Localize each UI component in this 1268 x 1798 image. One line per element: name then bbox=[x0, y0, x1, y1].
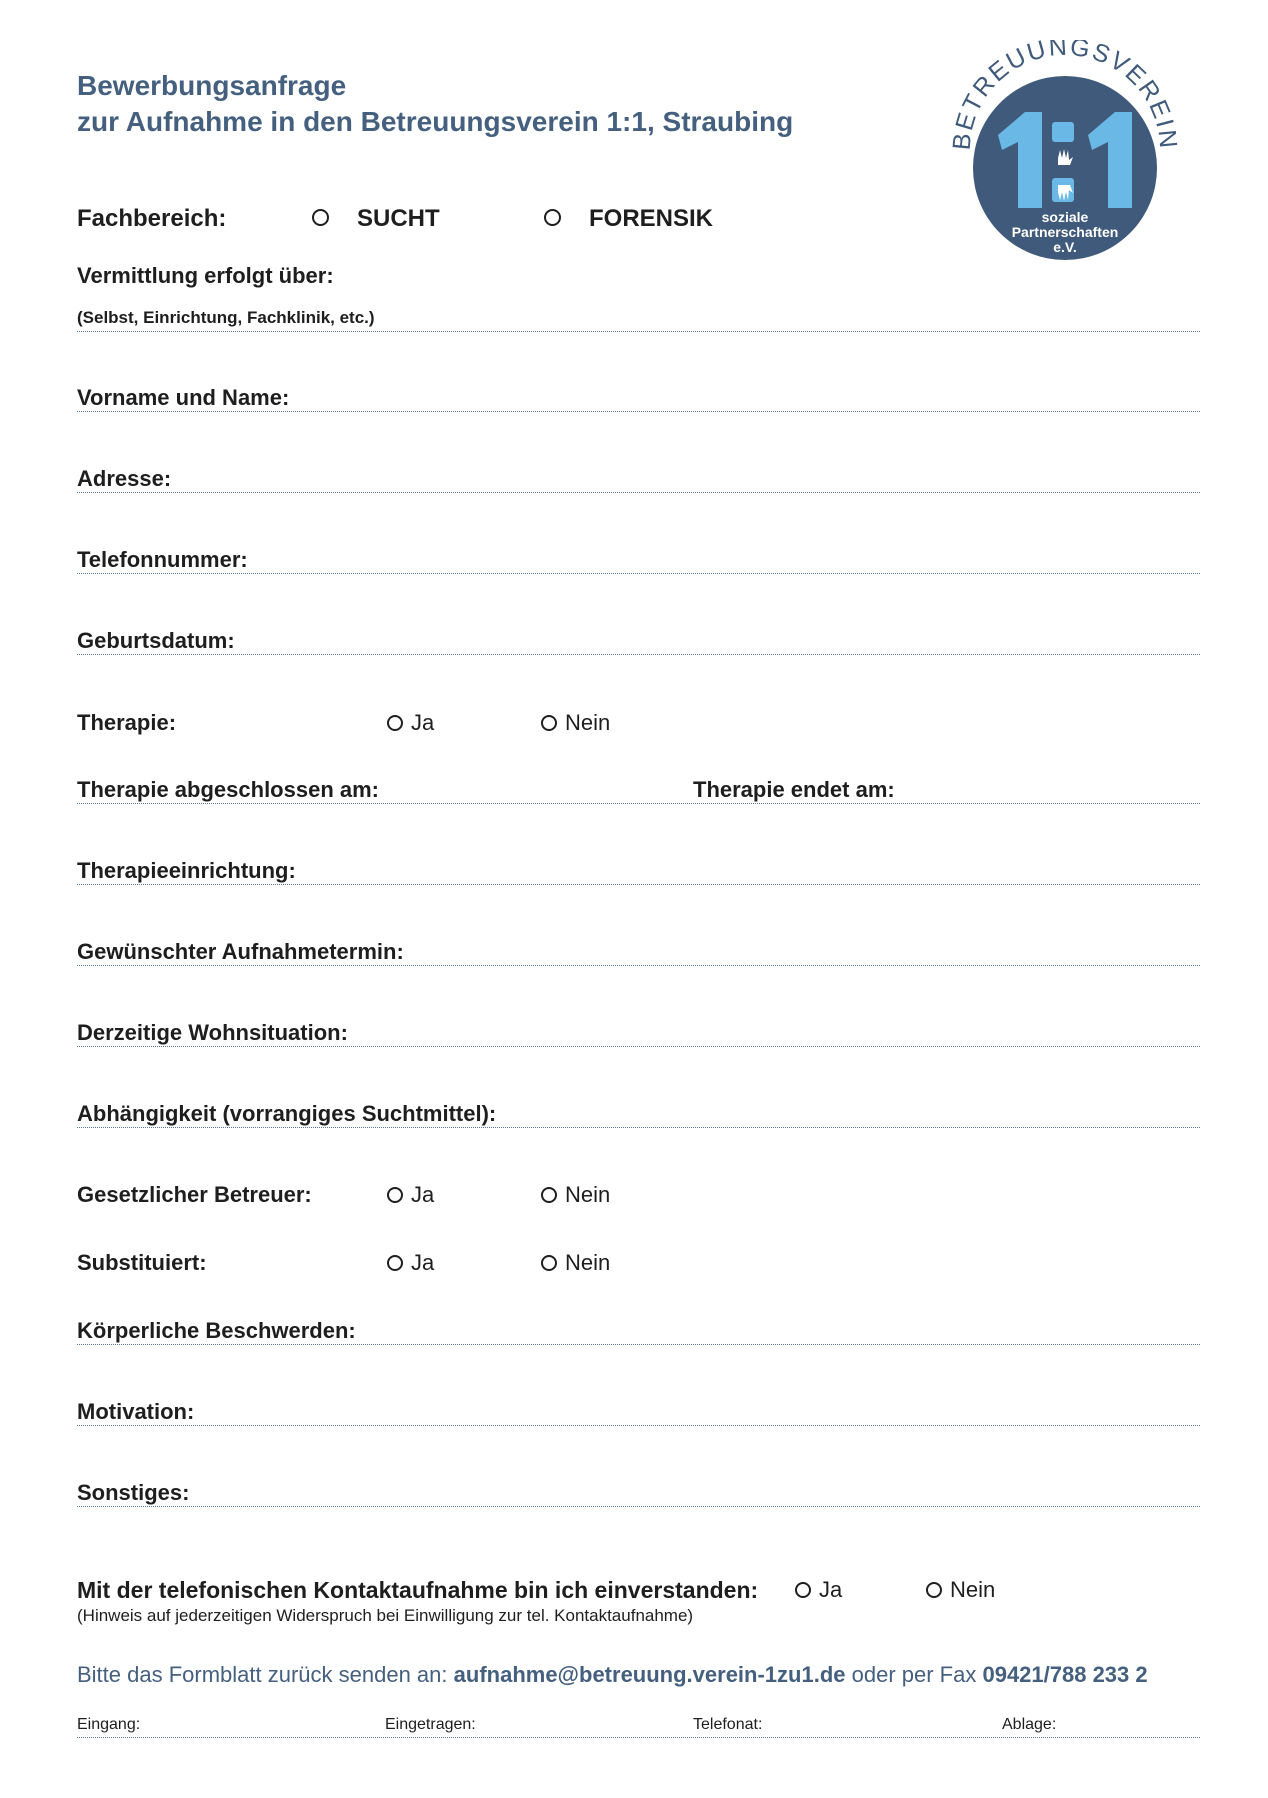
substituiert-nein-option[interactable]: Nein bbox=[541, 1250, 610, 1276]
geburtsdatum-field[interactable] bbox=[77, 654, 1200, 655]
adresse-field[interactable] bbox=[77, 492, 1200, 493]
forensik-label: FORENSIK bbox=[589, 205, 714, 232]
wohnsituation-field[interactable] bbox=[77, 1046, 1200, 1047]
aufnahmetermin-field[interactable] bbox=[77, 965, 1200, 966]
radio-icon[interactable] bbox=[387, 1187, 403, 1203]
radio-icon[interactable] bbox=[541, 1255, 557, 1271]
sucht-radio[interactable] bbox=[312, 209, 329, 226]
sonstiges-label: Sonstiges: bbox=[77, 1480, 190, 1505]
office-field[interactable] bbox=[77, 1737, 1200, 1738]
aufnahmetermin-label: Gewünschter Aufnahmetermin: bbox=[77, 939, 404, 964]
consent-nein-option[interactable]: Nein bbox=[926, 1577, 995, 1603]
logo bbox=[940, 40, 1185, 265]
svg-text:soziale: soziale bbox=[1041, 209, 1089, 225]
substituiert-label: Substituiert: bbox=[77, 1250, 207, 1275]
consent-ja-option[interactable]: Ja bbox=[795, 1577, 842, 1603]
radio-icon[interactable] bbox=[541, 1187, 557, 1203]
therapie-label: Therapie: bbox=[77, 710, 177, 735]
therapie-dates-field[interactable] bbox=[77, 803, 1200, 804]
radio-icon[interactable] bbox=[387, 1255, 403, 1271]
beschwerden-field[interactable] bbox=[77, 1344, 1200, 1345]
return-email[interactable]: aufnahme@betreuung.verein-1zu1.de bbox=[453, 1662, 846, 1687]
fachbereich-label: Fachbereich: bbox=[77, 205, 227, 232]
eingetragen-label: Eingetragen: bbox=[385, 1716, 476, 1733]
eingang-label: Eingang: bbox=[77, 1716, 141, 1733]
ablage-label: Ablage: bbox=[1002, 1716, 1057, 1733]
return-fax: 09421/788 233 2 bbox=[982, 1662, 1148, 1687]
consent-hint: (Hinweis auf jederzeitigen Widerspruch bei Einwilligung zur tel. Kontaktaufnahme) bbox=[77, 1606, 694, 1625]
therapie-abgeschlossen-label: Therapie abgeschlossen am: bbox=[77, 777, 379, 802]
telefon-label: Telefonnummer: bbox=[77, 547, 248, 572]
radio-icon[interactable] bbox=[541, 715, 557, 731]
betreuer-ja-option[interactable]: Ja bbox=[387, 1182, 434, 1208]
betreuer-label: Gesetzlicher Betreuer: bbox=[77, 1182, 312, 1207]
radio-icon[interactable] bbox=[795, 1582, 811, 1598]
consent-label: Mit der telefonischen Kontaktaufnahme bin ich einverstanden: bbox=[77, 1577, 759, 1603]
name-field[interactable] bbox=[77, 411, 1200, 412]
vermittlung-hint: (Selbst, Einrichtung, Fachklinik, etc.) bbox=[77, 308, 375, 327]
forensik-radio[interactable] bbox=[544, 209, 561, 226]
therapieeinrichtung-label: Therapieeinrichtung: bbox=[77, 858, 296, 883]
sucht-label: SUCHT bbox=[357, 205, 440, 232]
beschwerden-label: Körperliche Beschwerden: bbox=[77, 1318, 356, 1343]
wohnsituation-label: Derzeitige Wohnsituation: bbox=[77, 1020, 348, 1045]
logo-arc-text: BETREUUNGSVEREIN bbox=[947, 40, 1183, 152]
svg-text:e.V.: e.V. bbox=[1053, 239, 1077, 255]
radio-icon[interactable] bbox=[926, 1582, 942, 1598]
page-subtitle: zur Aufnahme in den Betreuungsverein 1:1, Straubing bbox=[77, 106, 794, 137]
motivation-field[interactable] bbox=[77, 1425, 1200, 1426]
therapie-nein-option[interactable]: Nein bbox=[541, 710, 610, 736]
sonstiges-field[interactable] bbox=[77, 1506, 1200, 1507]
abhaengigkeit-label: Abhängigkeit (vorrangiges Suchtmittel): bbox=[77, 1101, 497, 1126]
return-instructions: Bitte das Formblatt zurück senden an: aufnahme@betreuung.verein-1zu1.de oder per Fax 09421/788 233 2 bbox=[77, 1662, 1148, 1687]
telefon-field[interactable] bbox=[77, 573, 1200, 574]
adresse-label: Adresse: bbox=[77, 466, 172, 491]
geburtsdatum-label: Geburtsdatum: bbox=[77, 628, 235, 653]
page-title: Bewerbungsanfrage bbox=[77, 70, 347, 101]
vermittlung-field[interactable] bbox=[77, 331, 1200, 332]
motivation-label: Motivation: bbox=[77, 1399, 195, 1424]
name-label: Vorname und Name: bbox=[77, 385, 290, 410]
radio-icon[interactable] bbox=[387, 715, 403, 731]
telefonat-label: Telefonat: bbox=[693, 1716, 763, 1733]
therapie-endet-label: Therapie endet am: bbox=[693, 777, 895, 802]
therapie-ja-option[interactable]: Ja bbox=[387, 710, 434, 736]
substituiert-ja-option[interactable]: Ja bbox=[387, 1250, 434, 1276]
svg-text:Partnerschaften: Partnerschaften bbox=[1011, 224, 1119, 240]
therapieeinrichtung-field[interactable] bbox=[77, 884, 1200, 885]
vermittlung-label: Vermittlung erfolgt über: bbox=[77, 263, 334, 288]
abhaengigkeit-field[interactable] bbox=[77, 1127, 1200, 1128]
betreuer-nein-option[interactable]: Nein bbox=[541, 1182, 610, 1208]
